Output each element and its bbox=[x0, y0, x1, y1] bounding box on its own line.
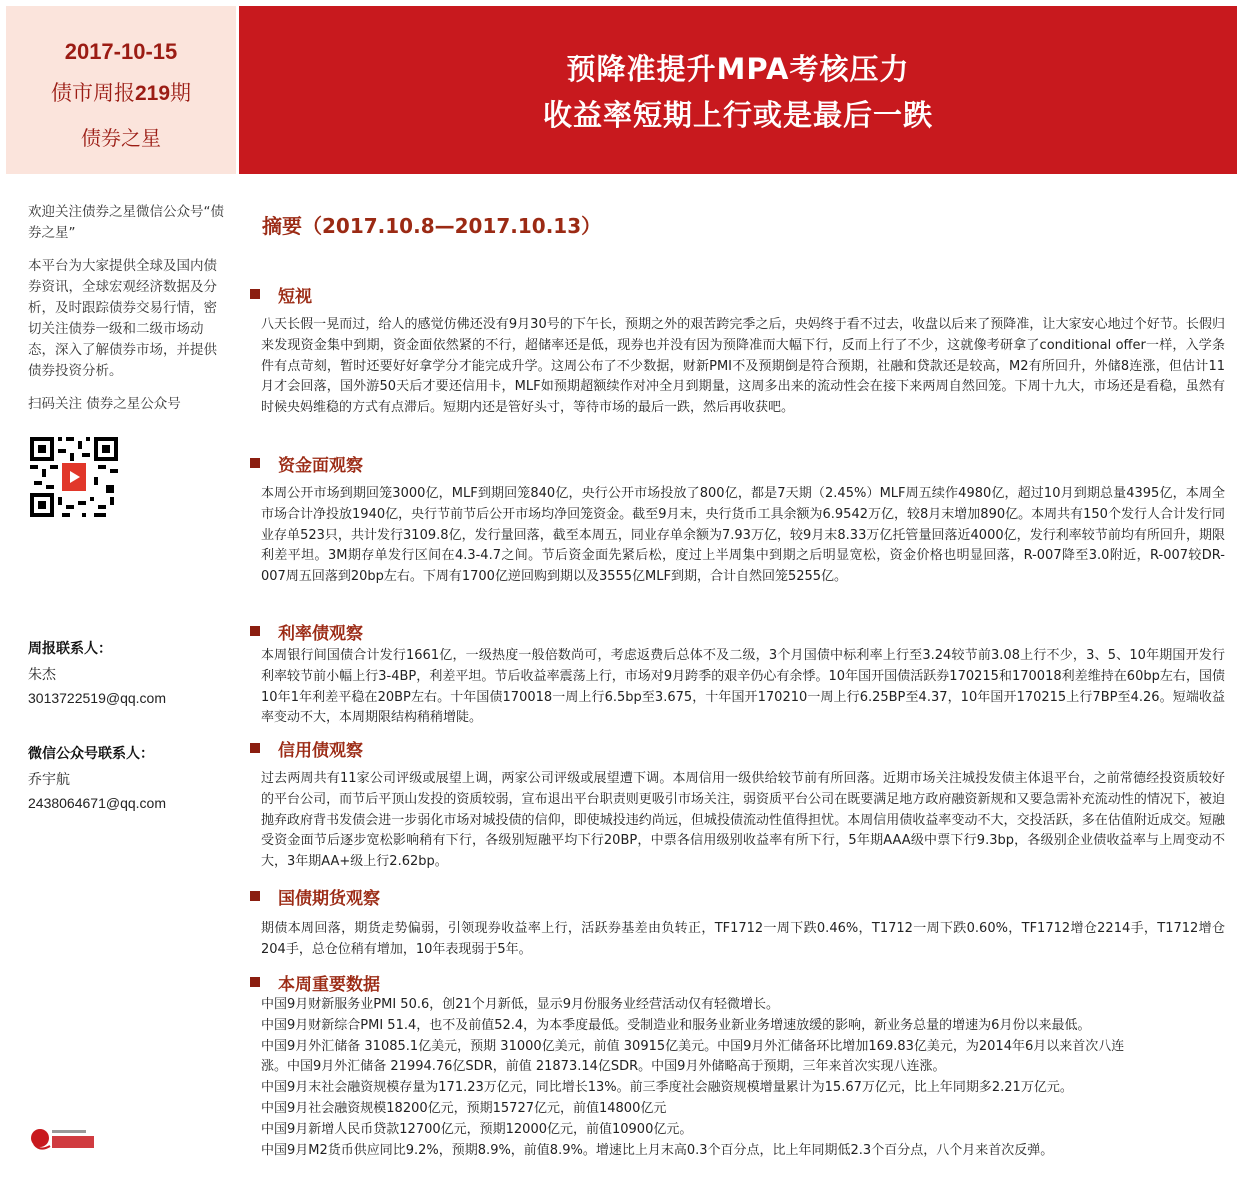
weekly-contact-label: 周报联系人： bbox=[28, 641, 112, 657]
section-funds bbox=[250, 450, 1225, 588]
list-item: 中国9月新增人民币贷款12700亿元，预期12000亿元，前值10900亿元。 bbox=[261, 1121, 693, 1137]
section-title: 本周重要数据 bbox=[278, 974, 380, 995]
weekly-contact-name: 朱杰 bbox=[28, 666, 56, 682]
section-key-data bbox=[250, 969, 1225, 1161]
section-body: 期债本周回落，期货走势偏弱，引领现券收益率上行，活跃券基差由负转正，TF1712一周下跌0.46%，T1712一周下跌0.60%，TF1712增仓2214手，T1712增仓204手，总仓位稍有增加，10年表现弱于5年。 bbox=[261, 921, 1225, 957]
section-bullet-icon bbox=[250, 977, 260, 987]
list-item: 中国9月M2货币供应同比9.2%，预期8.9%，前值8.9%。增速比上月末高0.3个百分点，比上年同期低2.3个百分点，八个月来首次反弹。 bbox=[261, 1142, 1054, 1158]
section-rates bbox=[250, 618, 1225, 729]
header-brand: 债券之星 bbox=[81, 126, 161, 150]
list-item: 中国9月外汇储备 31085.1亿美元，预期 31000亿美元，前值 30915亿美元。中国9月外汇储备环比增加169.83亿美元，为2014年6月以来首次八连 bbox=[261, 1038, 1125, 1054]
report-issue bbox=[6, 70, 236, 117]
issue-prefix: 债市周报 bbox=[50, 81, 135, 105]
title-line-1: 预降准提升MPA考核压力 bbox=[566, 52, 910, 86]
section-title: 信用债观察 bbox=[278, 740, 363, 761]
section-title: 短视 bbox=[278, 286, 312, 307]
section-body: 本周银行间国债合计发行1661亿，一级热度一般倍数尚可，考虑返费后总体不及二级，3个月国债中标利率上行至3.24较节前3.08上行不少，3、5、10年期国开发行利率较节前小幅上行3-4BP，利差平坦。节后收益率震荡上行，市场对9月跨季的艰辛仍心有余悸。10年国开国债活跃券170215和170018利差维持在60bp左右，国债10年1年利差平稳在20BP左右。十年国债170018一周上行6.5bp至3.675，十年国开170210一周上行6.25BP至4.37，10年国开170215上行7BP至4.26。短端收益率变动不大，本周期限结构稍稍增陡。 bbox=[261, 648, 1225, 726]
wechat-contact-label: 微信公众号联系人： bbox=[28, 746, 154, 762]
section-credit bbox=[250, 735, 1225, 873]
list-item: 中国9月财新综合PMI 51.4，也不及前值52.4，为本季度最低。受制造业和服务业新业务增速放缓的影响，新业务总量的增速为6月份以来最低。 bbox=[261, 1017, 1091, 1033]
header-title-banner bbox=[239, 6, 1237, 174]
title-line-2: 收益率短期上行或是最后一跌 bbox=[542, 98, 933, 132]
sidebar-description: 本平台为大家提供全球及国内债券资讯，全球宏观经济数据及分析，及时跟踪债券交易行情，密切关注债券一级和二级市场动态，深入了解债券市场，并提供债券投资分析。 bbox=[28, 258, 217, 379]
wechat-contact-name: 乔宇航 bbox=[28, 771, 70, 787]
section-title: 资金面观察 bbox=[278, 455, 363, 476]
weekly-contact-email[interactable]: 3013722519@qq.com bbox=[28, 690, 166, 706]
summary-title: 摘要（2017.10.8—2017.10.13） bbox=[262, 214, 602, 238]
section-futures bbox=[250, 883, 1225, 961]
publisher-logo-icon bbox=[26, 1122, 98, 1158]
section-bullet-icon bbox=[250, 626, 260, 636]
section-body: 过去两周共有11家公司评级或展望上调，两家公司评级或展望遭下调。本周信用一级供给较节前有所回落。近期市场关注城投发债主体退平台，之前常德经投资质较好的平台公司，而节后平顶山发投的资质较弱，宣布退出平台职责则更吸引市场关注，弱资质平台公司在既要满足地方政府融资新规和又要急需补充流动性的情况下，被迫抛弃政府背书发债会进一步弱化市场对城投债的信仰，即使城投违约尚远，但城投债流动性值得担忧。本周信用债收益率变动不大，交投活跃，多在估值附近成交。短融受资金面节后逐步宽松影响稍有下行，各级别短融平均下行20BP，中票各信用级别收益率有所下行，5年期AAA级中票下行9.3bp，各级别企业债收益率与上周变动不大，3年期AA+级上行2.62bp。 bbox=[261, 771, 1225, 870]
qr-code-icon[interactable] bbox=[28, 435, 120, 519]
section-bullet-icon bbox=[250, 458, 260, 468]
section-title: 国债期货观察 bbox=[278, 888, 380, 909]
list-item: 涨。中国9月外汇储备 21994.76亿SDR，前值 21873.14亿SDR。中国9月外储略高于预期，三年来首次实现八连涨。 bbox=[261, 1059, 946, 1075]
section-body: 八天长假一晃而过，给人的感觉仿佛还没有9月30号的下午长，预期之外的艰苦跨完季之后，央妈终于看不过去，收盘以后来了预降准，让大家安心地过个好节。长假归来发现资金集中到期，资金面依然紧的不行，超储率还是低，现券也并没有因为预降准而大幅下行，反而上行了不少，这就像考研拿了conditional offer一样，入学条件有点苛刻，暂时还要好好拿学分才能完成升学。这周公布了不少数据，财新PMI不及预期倒是符合预期，社融和贷款还是较高，M2有所回升，外储8连涨，但估计11月才会回落，国外游50天后才要还信用卡，MLF如预期超额续作对冲全月到期量，这周多出来的流动性会在接下来两周自然回笼。下周十九大，市场还是看稳，虽然有时候央妈维稳的方式有点滞后。短期内还是管好头寸，等待市场的最后一跌，然后再收获吧。 bbox=[261, 317, 1225, 416]
list-item: 中国9月末社会融资规模存量为171.23万亿元，同比增长13%。前三季度社会融资规模增量累计为15.67万亿元，比上年同期多2.21万亿元。 bbox=[261, 1080, 1073, 1096]
section-bullet-icon bbox=[250, 743, 260, 753]
section-body: 本周公开市场到期回笼3000亿，MLF到期回笼840亿，央行公开市场投放了800亿，都是7天期（2.45%）MLF周五续作4980亿，超过10月到期总量4395亿，本周全市场合计净投放1940亿，央行节前节后公开市场均净回笼资金。截至9月末，央行货币工具余额为6.9542万亿，较8月末增加890亿。本周共有150个发行人合计发行同业存单523只，共计发行3109.8亿，发行量回落，截至本周五，同业存单余额为7.93万亿，较9月末8.33万亿托管量回落近4000亿，发行利率较节前均有所回升，期限利差平坦。3M期存单发行区间在4.3-4.7之间。节后资金面先紧后松，度过上半周集中到期之后明显宽松，资金价格也明显回落，R-007降至3.0附近，R-007较DR-007周五回落到20bp左右。下周有1700亿逆回购到期以及3555亿MLF到期，合计自然回笼5255亿。 bbox=[261, 486, 1225, 585]
issue-number: 219 bbox=[134, 82, 171, 105]
section-title: 利率债观察 bbox=[278, 623, 363, 644]
list-item: 中国9月财新服务业PMI 50.6，创21个月新低，显示9月份服务业经营活动仅有轻微增长。 bbox=[261, 997, 780, 1012]
report-date: 2017-10-15 bbox=[64, 39, 178, 64]
section-bullet-icon bbox=[250, 289, 260, 299]
header-left-panel bbox=[6, 6, 236, 174]
sidebar-scan-text: 扫码关注 债券之星公众号 bbox=[28, 396, 181, 412]
wechat-contact-email[interactable]: 2438064671@qq.com bbox=[28, 795, 166, 811]
data-list bbox=[261, 995, 1225, 1161]
sidebar-intro: 欢迎关注债券之星微信公众号“债券之星” bbox=[28, 204, 224, 241]
section-short-view bbox=[250, 281, 1225, 419]
section-bullet-icon bbox=[250, 891, 260, 901]
issue-suffix: 期 bbox=[170, 81, 192, 105]
list-item: 中国9月社会融资规模18200亿元，预期15727亿元，前值14800亿元 bbox=[261, 1100, 667, 1116]
sidebar bbox=[28, 202, 224, 519]
